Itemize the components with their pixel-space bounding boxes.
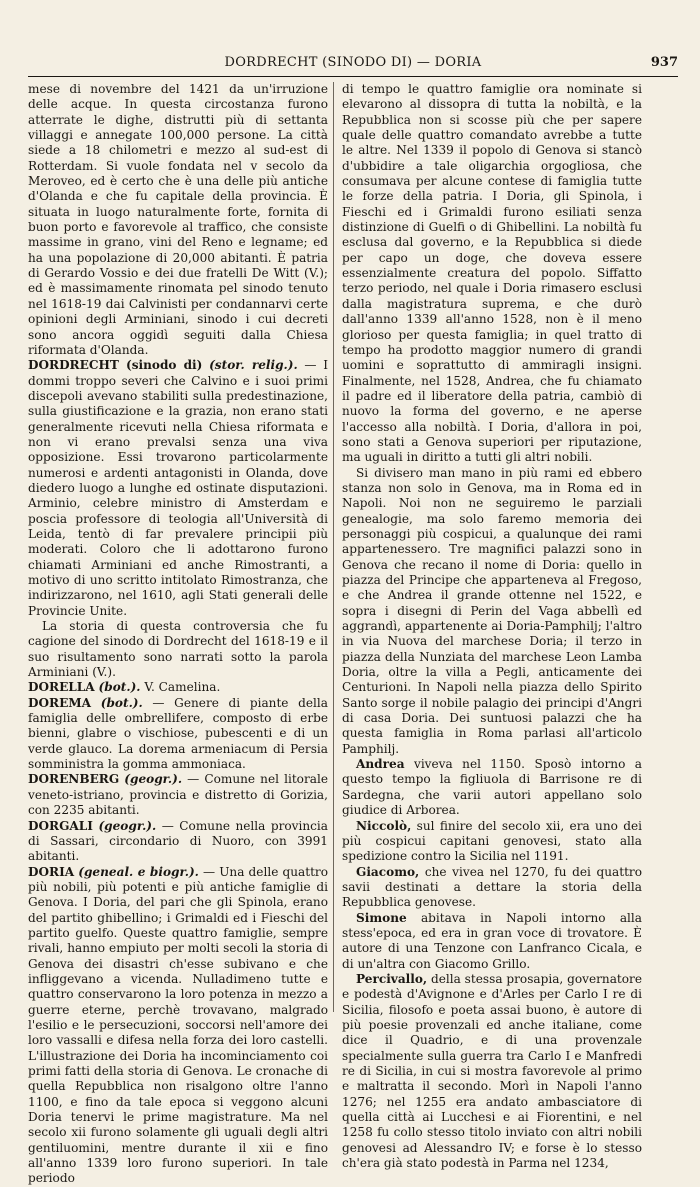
entry-text: — Genere di piante della famiglia delle ombrellifere, composto di erbe bienni, glabre o vischiose, pubescenti e di un verde glauco. La dorema armeniacum di Persia somministra la gomma ammoniaca. (28, 695, 328, 772)
column-divider (333, 82, 334, 1012)
entry-dordrecht-sinodo (28, 358, 328, 619)
entry-headword: Simone (356, 910, 407, 925)
entry-tag: (stor. relig.). (209, 358, 298, 373)
entry-text: della stessa prosapia, governatore e podestà d'Avignone e d'Arles per Carlo I re di Sicilia, filosofo e poeta assai buono, è autore di più poesie provenzali ed anche italiane, come dice il Quadrio, e di una provenzale specialmente sulla guerra tra Carlo I e Manfredi re di Sicilia, in cui si mostra favorevole al primo e maltratta il secondo. Morì in Napoli l'anno 1276; nel 1255 era andato ambasciatore di quella città ai Lucchesi e ai Fiorentini, e nel 1258 fu collo stesso titolo inviato con altri nobili genovesi ad Alessandro IV; e forse è lo stesso ch'era già stato podestà in Parma nel 1234, (342, 971, 642, 1171)
left-column (28, 82, 329, 1186)
paragraph (28, 82, 328, 358)
paragraph (342, 82, 642, 466)
entry-headword: Andrea (356, 757, 405, 772)
running-header (28, 54, 678, 77)
entry-dorenberg (28, 772, 328, 818)
entry-tag: (geogr.). (98, 818, 157, 833)
entry-percivallo (342, 972, 642, 1171)
entry-text: V. Camelina. (140, 680, 221, 695)
entry-simone (342, 911, 642, 972)
entry-text: — I dommi troppo severi che Calvino e i suoi primi discepoli avevano stabiliti sulla predestinazione, sulla giustificazione e la grazia, non erano stati generalmente ricevuti nella Chiesa riformata e non vi erano prevalsi senza una viva opposizione. Essi trovarono particolarmente numerosi e ardenti antagonisti in Olanda, dove diedero luogo a lunghe ed ostinate disputazioni. Arminio, celebre ministro di Amsterdam e poscia professore di teologia all'Università di Leida, tentò di far prevalere principii più moderati. Coloro che li adottarono furono chiamati Arminiani ed anche Rimostranti, a motivo di uno scritto intitolato Rimostranza, che indirizzarono, nel 1610, agli Stati generali delle Provincie Unite. (28, 358, 329, 618)
entry-text: che vivea nel 1270, fu dei quattro savii destinati a dettare la storia della Repubblica genovese. (342, 864, 642, 910)
entry-text: — Comune nel litorale veneto-istriano, provincia e distretto di Gorizia, con 2235 abitanti. (28, 772, 328, 818)
entry-dorella (28, 680, 328, 695)
entry-tag: (geogr.). (124, 772, 183, 787)
entry-tag: (geneal. e biogr.). (78, 864, 199, 879)
entry-text: — Comune nella provincia di Sassari, circondario di Nuoro, con 3991 abitanti. (28, 818, 328, 864)
paragraph (28, 619, 328, 680)
entry-headword: DORDRECHT (sinodo di) (28, 358, 203, 373)
entry-text: — Una delle quattro più nobili, più potenti e più antiche famiglie di Genova. I Doria, del pari che gli Spinola, erano del partito ghibellino; i Grimaldi ed i Fieschi del partito guelfo. Queste quattro famiglie, sempre rivali, hanno empiuto per molti secoli la storia di Genova dei disastri ch'esse subivano e che infliggevano a vicenda. Nulladimeno tutte e quattro conservarono la loro potenza in mezzo a guerre eterne, perchè trovavano, malgrado l'esilio e le persecuzioni, soccorsi nell'amore dei loro vassalli e difesa nella forza dei loro castelli. L'illustrazione dei Doria ha incominciamento coi primi fatti della storia di Genova. Le cronache di quella Repubblica non risalgono oltre l'anno 1100, e fino da tale epoca si veggono alcuni Doria tenervi le prime magistrature. Ma nel secolo xii furono solamente gli uguali degli altri gentiluomini, mentre durante il xii e fino all'anno 1339 loro furono superiori. In tale periodo (28, 864, 328, 1186)
entry-niccolo (342, 819, 642, 865)
entry-text: viveva nel 1150. Sposò intorno a questo tempo la figliuola di Barrisone re di Sardegna, che varii autori appellano solo giudice di Arborea. (342, 757, 642, 818)
paragraph-text: di tempo le quattro famiglie ora nominate si elevarono al dissopra di tutta la nobiltà, e la Repubblica non si scosse più che per sapere quale delle quattro comandato avrebbe a tutte le altre. Nel 1339 il popolo di Genova si stancò d'ubbidire a tale oligarchia orgogliosa, che consumava per alcune contese di famiglia tutte le forze della patria. I Doria, gli Spinola, i Fieschi ed i Grimaldi furono esiliati senza distinzione di Guelfi o di Ghibellini. La nobiltà fu esclusa dal governo, e la Repubblica si diede per capo un doge, che doveva essere essenzialmente creatura del popolo. Siffatto terzo periodo, nel quale i Doria rimasero esclusi dalla magistratura suprema, e che durò dall'anno 1339 all'anno 1528, non è il meno glorioso per questa famiglia; in quel tratto di tempo ha prodotto maggior numero di grandi uomini e soprattutto di ammiragli insigni. Finalmente, nel 1528, Andrea, che fu chiamato il padre ed il liberatore della patria, cambiò di nuovo la forma del governo, e ne aperse l'accesso alla nobiltà. I Doria, d'allora in poi, sono stati a Genova superiori per riputazione, ma uguali in diritto a tutti gli altri nobili. (342, 82, 642, 465)
entry-dorema (28, 696, 328, 773)
entry-headword: DORIA (28, 864, 75, 879)
entry-andrea (342, 757, 642, 818)
entry-tag: (bot.). (100, 695, 143, 710)
header-title: DORDRECHT (SINODO DI) — DORIA (224, 55, 482, 70)
entry-dorgali (28, 819, 328, 865)
paragraph (342, 466, 642, 758)
entry-text: sul finire del secolo xii, era uno dei più cospicui capitani genovesi, stato alla spedizione contro la Sicilia nel 1191. (342, 818, 642, 864)
paragraph-text: mese di novembre del 1421 da un'irruzione delle acque. In questa circostanza furono atterrate le dighe, distrutti più di settanta villaggi e annegate 100,000 persone. La città siede a 18 chilometri e mezzo al sud-est di Rotterdam. Si vuole fondata nel v secolo da Meroveo, ed è certo che è una delle più antiche d'Olanda e che fu capitale della provincia. È situata in luogo naturalmente forte, fornita di buon porto e favorevole al traffico, che consiste massime in grano, vini del Reno e legname; ed ha una popolazione di 20,000 abitanti. È patria di Gerardo Vossio e dei due fratelli De Witt (V.); ed è massimamente rinomata pel sinodo tenuto nel 1618-19 dai Calvinisti per condannarvi certe opinioni degli Arminiani, sinodo i cui decreti sono ancora oggidì seguiti dalla Chiesa riformata d'Olanda. (28, 82, 328, 357)
entry-headword: DOREMA (28, 695, 92, 710)
entry-headword: DORGALI (28, 818, 93, 833)
entry-headword: Niccolò, (356, 818, 412, 833)
paragraph-text: La storia di questa controversia che fu cagione del sinodo di Dordrecht del 1618-19 e il suo risultamento sono narrati sotto la parola Arminiani (V.). (28, 619, 328, 680)
right-column (342, 82, 642, 1171)
entry-text: abitava in Napoli intorno alla stess'epoca, ed era in gran voce di trovatore. È autore di una Tenzone con Lanfranco Cicala, e di un'altra con Giacomo Grillo. (342, 910, 642, 971)
entry-headword: Percivallo, (356, 971, 428, 986)
page-number: 937 (650, 55, 678, 70)
entry-tag: (bot.). (98, 680, 141, 695)
entry-headword: DORELLA (28, 680, 95, 695)
entry-doria (28, 865, 328, 1187)
entry-headword: DORENBERG (28, 772, 120, 787)
entry-headword: Giacomo, (356, 864, 420, 879)
entry-giacomo (342, 865, 642, 911)
paragraph-text: Si divisero man mano in più rami ed ebbero stanza non solo in Genova, ma in Roma ed in Napoli. Noi non ne seguiremo le parziali genealogie, ma solo faremo memoria dei personaggi più cospicui, a qualunque dei rami appartenessero. Tre magnifici palazzi sono in Genova che recano il nome di Doria: quello in piazza del Principe che apparteneva al Fregoso, e che Andrea il grande ottenne nel 1522, e sopra i disegni di Perin del Vaga abbellì ed aggrandì, appartenente ai Doria-Pamphilj; l'altro in via Nuova del marchese Doria; il terzo in piazza della Nunziata del marchese Leon Lamba Doria, oltre la villa a Pegli, anticamente dei Centurioni. In Napoli nella piazza dello Spirito Santo sorge il nobile palagio dei principi d'Angri di casa Doria. Dei suntuosi palazzi che ha questa famiglia in Roma parlasi all'articolo Pamphilj. (342, 465, 642, 756)
